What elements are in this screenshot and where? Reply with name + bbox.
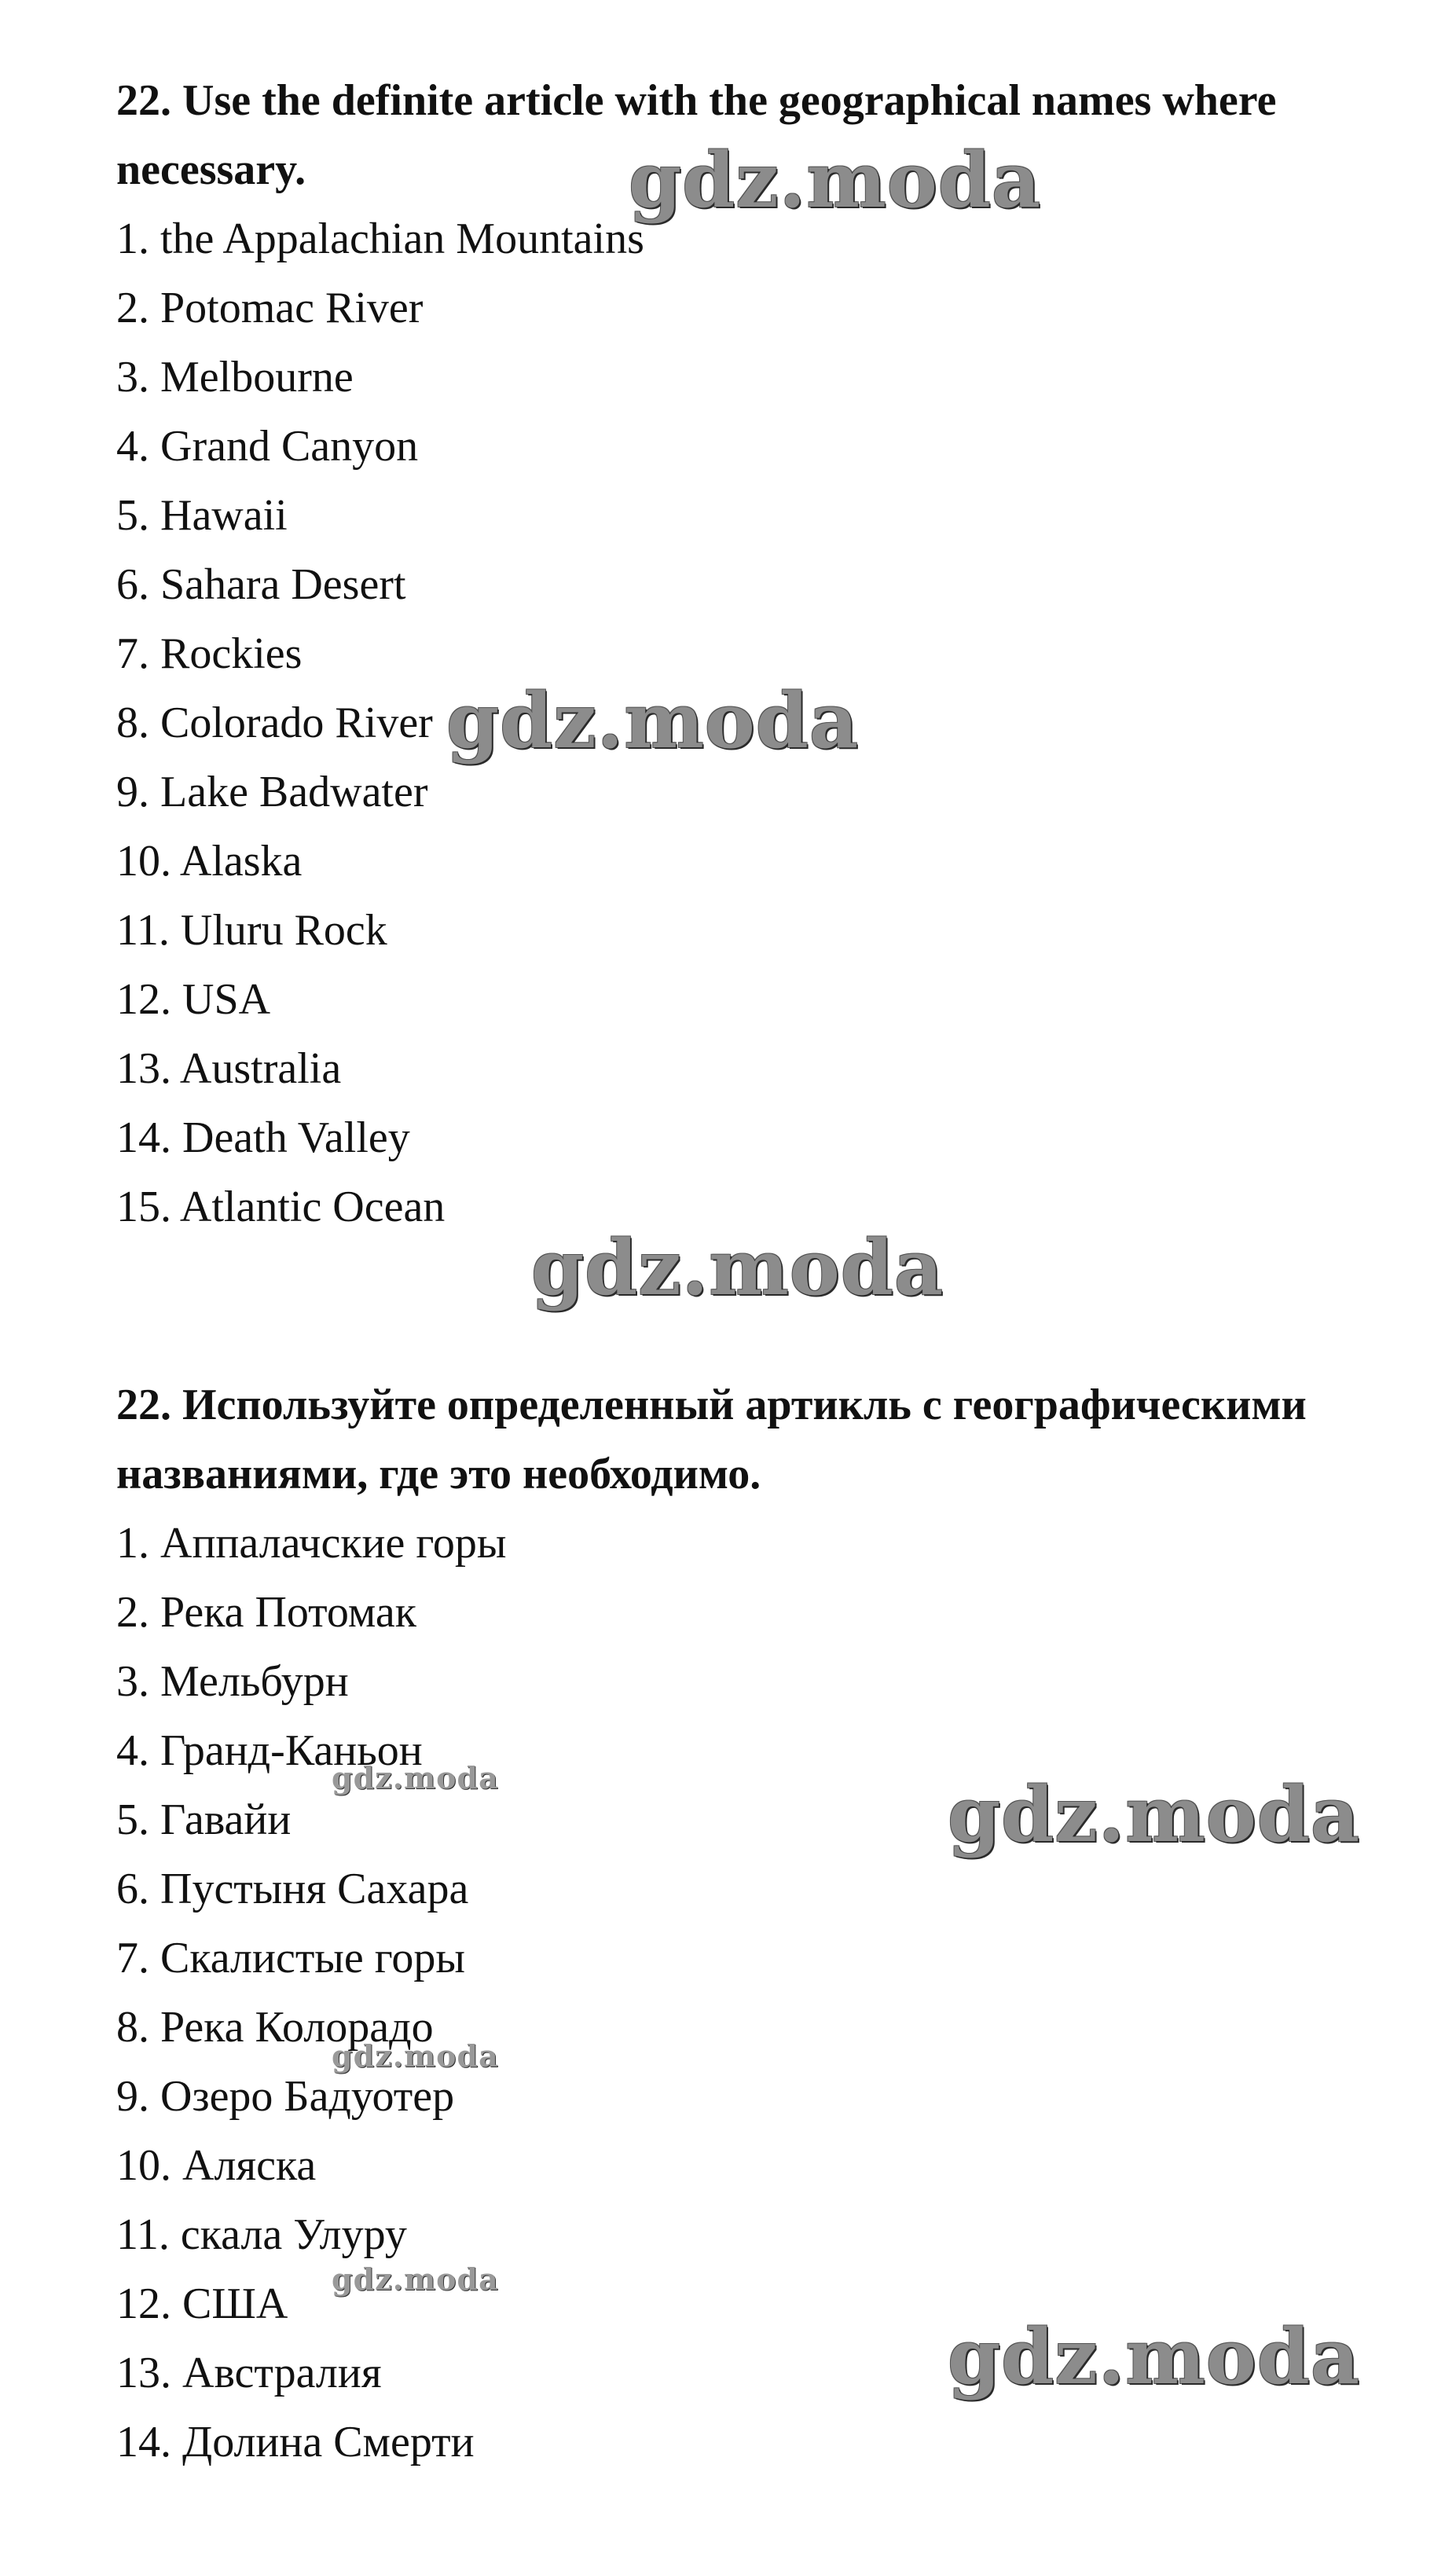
list-item: 4. Grand Canyon — [116, 422, 419, 471]
list-item: 11. скала Улуру — [116, 2210, 407, 2259]
list-item: 15. Atlantic Ocean — [116, 1183, 446, 1231]
watermark: gdz.moda — [446, 677, 860, 765]
list-item: 10. Alaska — [116, 837, 303, 886]
watermark: gdz.moda — [948, 1770, 1361, 1859]
list-item: 2. Река Потомак — [116, 1588, 416, 1637]
list-item: 10. Аляска — [116, 2141, 317, 2190]
list-item: 8. Река Колорадо — [116, 2003, 434, 2052]
list-item: 1. Аппалачские горы — [116, 1519, 507, 1568]
list-item: 5. Гавайи — [116, 1795, 292, 1844]
watermark: gdz.moda — [948, 2312, 1361, 2401]
list-item: 3. Мельбурн — [116, 1657, 349, 1706]
list-item: 13. Австралия — [116, 2349, 382, 2397]
watermark: gdz.moda — [629, 136, 1042, 225]
list-item: 6. Пустыня Сахара — [116, 1865, 469, 1913]
watermark: gdz.moda — [531, 1223, 944, 1312]
list-item: 11. Uluru Rock — [116, 906, 387, 955]
list-item: 2. Potomac River — [116, 284, 424, 332]
list-item: 6. Sahara Desert — [116, 560, 406, 609]
exercise-heading-english: 22. Use the definite article with the geographical names where necessary. — [116, 76, 1277, 194]
list-item: 9. Озеро Бадуотер — [116, 2072, 455, 2121]
list-item: 1. the Appalachian Mountains — [116, 215, 644, 263]
list-item: 7. Скалистые горы — [116, 1934, 465, 1982]
list-item: 12. США — [116, 2279, 288, 2328]
list-item: 13. Australia — [116, 1044, 342, 1093]
answer-list-russian — [116, 1509, 507, 2477]
list-item: 5. Hawaii — [116, 491, 288, 540]
list-item: 7. Rockies — [116, 629, 303, 678]
watermark: gdz.moda — [332, 1760, 499, 1795]
list-item: 3. Melbourne — [116, 353, 354, 402]
watermark: gdz.moda — [332, 2261, 499, 2297]
list-item: 8. Colorado River — [116, 699, 433, 747]
watermark: gdz.moda — [332, 2038, 499, 2074]
list-item: 4. Гранд-Каньон — [116, 1726, 423, 1775]
list-item: 12. USA — [116, 975, 271, 1024]
exercise-heading-russian: 22. Используйте определенный артикль с географическими названиями, где это необходимо. — [116, 1381, 1307, 1498]
list-item: 14. Долина Смерти — [116, 2418, 475, 2466]
list-item: 14. Death Valley — [116, 1113, 410, 1162]
list-item: 9. Lake Badwater — [116, 768, 428, 816]
